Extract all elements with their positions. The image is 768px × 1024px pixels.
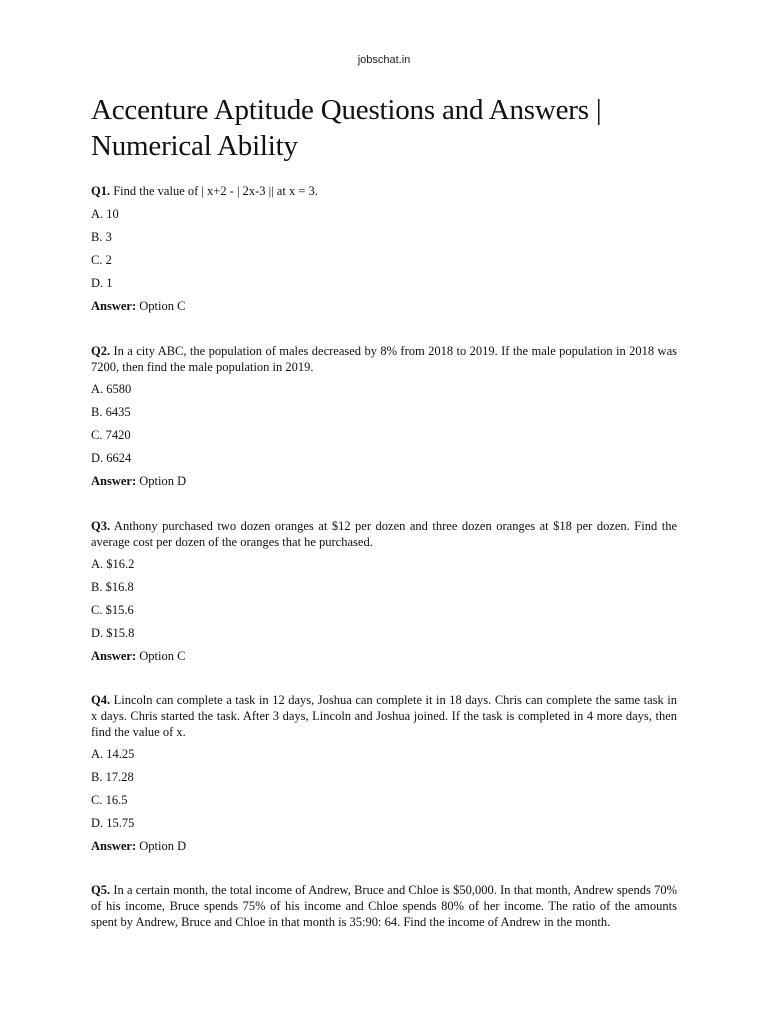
question-text [91,183,677,199]
answer-value: Option C [136,649,186,663]
answer [91,473,677,489]
option-b: B. $16.8 [91,580,134,594]
option-a: A. $16.2 [91,557,135,571]
question-text [91,692,677,740]
question-2 [91,343,677,489]
question-number: Q3. [91,519,111,533]
option-c: C. 7420 [91,428,131,442]
title-line-2: Numerical Ability [91,130,298,162]
answer-value: Option D [136,474,187,488]
option-c: C. 2 [91,253,112,267]
question-1 [91,183,677,314]
answer [91,298,677,314]
answer-label: Answer: [91,474,137,488]
question-body: In a city ABC, the population of males decreased by 8% from 2018 to 2019. If the male population in 2018 was 7200, then find the male population in 2019. [91,344,677,374]
question-body: Anthony purchased two dozen oranges at $12 per dozen and three dozen oranges at $18 per dozen. Find the average cost per dozen of the oranges that he purchased. [91,519,677,549]
answer [91,648,677,664]
answer [91,838,677,854]
page-title [91,92,691,164]
title-line-1: Accenture Aptitude Questions and Answers | [91,94,602,126]
question-3 [91,518,677,664]
option-c: C. $15.6 [91,603,134,617]
answer-label: Answer: [91,649,137,663]
answer-value: Option D [136,839,187,853]
question-text [91,343,677,375]
option-b: B. 6435 [91,405,131,419]
question-body: Lincoln can complete a task in 12 days, Joshua can complete it in 18 days. Chris can complete the same task in x days. Chris started the task. After 3 days, Lincoln and Joshua joined. If the task is completed in 4 more days, then find the value of x. [91,693,677,739]
option-d: D. 15.75 [91,816,135,830]
answer-label: Answer: [91,839,137,853]
question-body: In a certain month, the total income of Andrew, Bruce and Chloe is $50,000. In that month, Andrew spends 70% of his income, Bruce spends 75% of his income and Chloe spends 80% of her income. The ratio of the amounts spent by Andrew, Bruce and Chloe in that month is 35:90: 64. Find the income of Andrew in the month. [91,883,677,929]
option-b: B. 17.28 [91,770,134,784]
answer-value: Option C [136,299,186,313]
option-b: B. 3 [91,230,112,244]
option-d: D. 6624 [91,451,132,465]
option-a: A. 14.25 [91,747,135,761]
question-number: Q4. [91,693,111,707]
option-d: D. $15.8 [91,626,135,640]
question-5 [91,882,677,930]
option-a: A. 10 [91,207,119,221]
option-c: C. 16.5 [91,793,128,807]
question-text [91,518,677,550]
answer-label: Answer: [91,299,137,313]
question-number: Q1. [91,184,111,198]
option-a: A. 6580 [91,382,132,396]
question-number: Q2. [91,344,111,358]
option-d: D. 1 [91,276,113,290]
question-body: Find the value of | x+2 - | 2x-3 || at x = 3. [110,184,318,198]
site-header: jobschat.in [357,54,411,66]
question-number: Q5. [91,883,111,897]
question-4 [91,692,677,854]
question-text [91,882,677,930]
